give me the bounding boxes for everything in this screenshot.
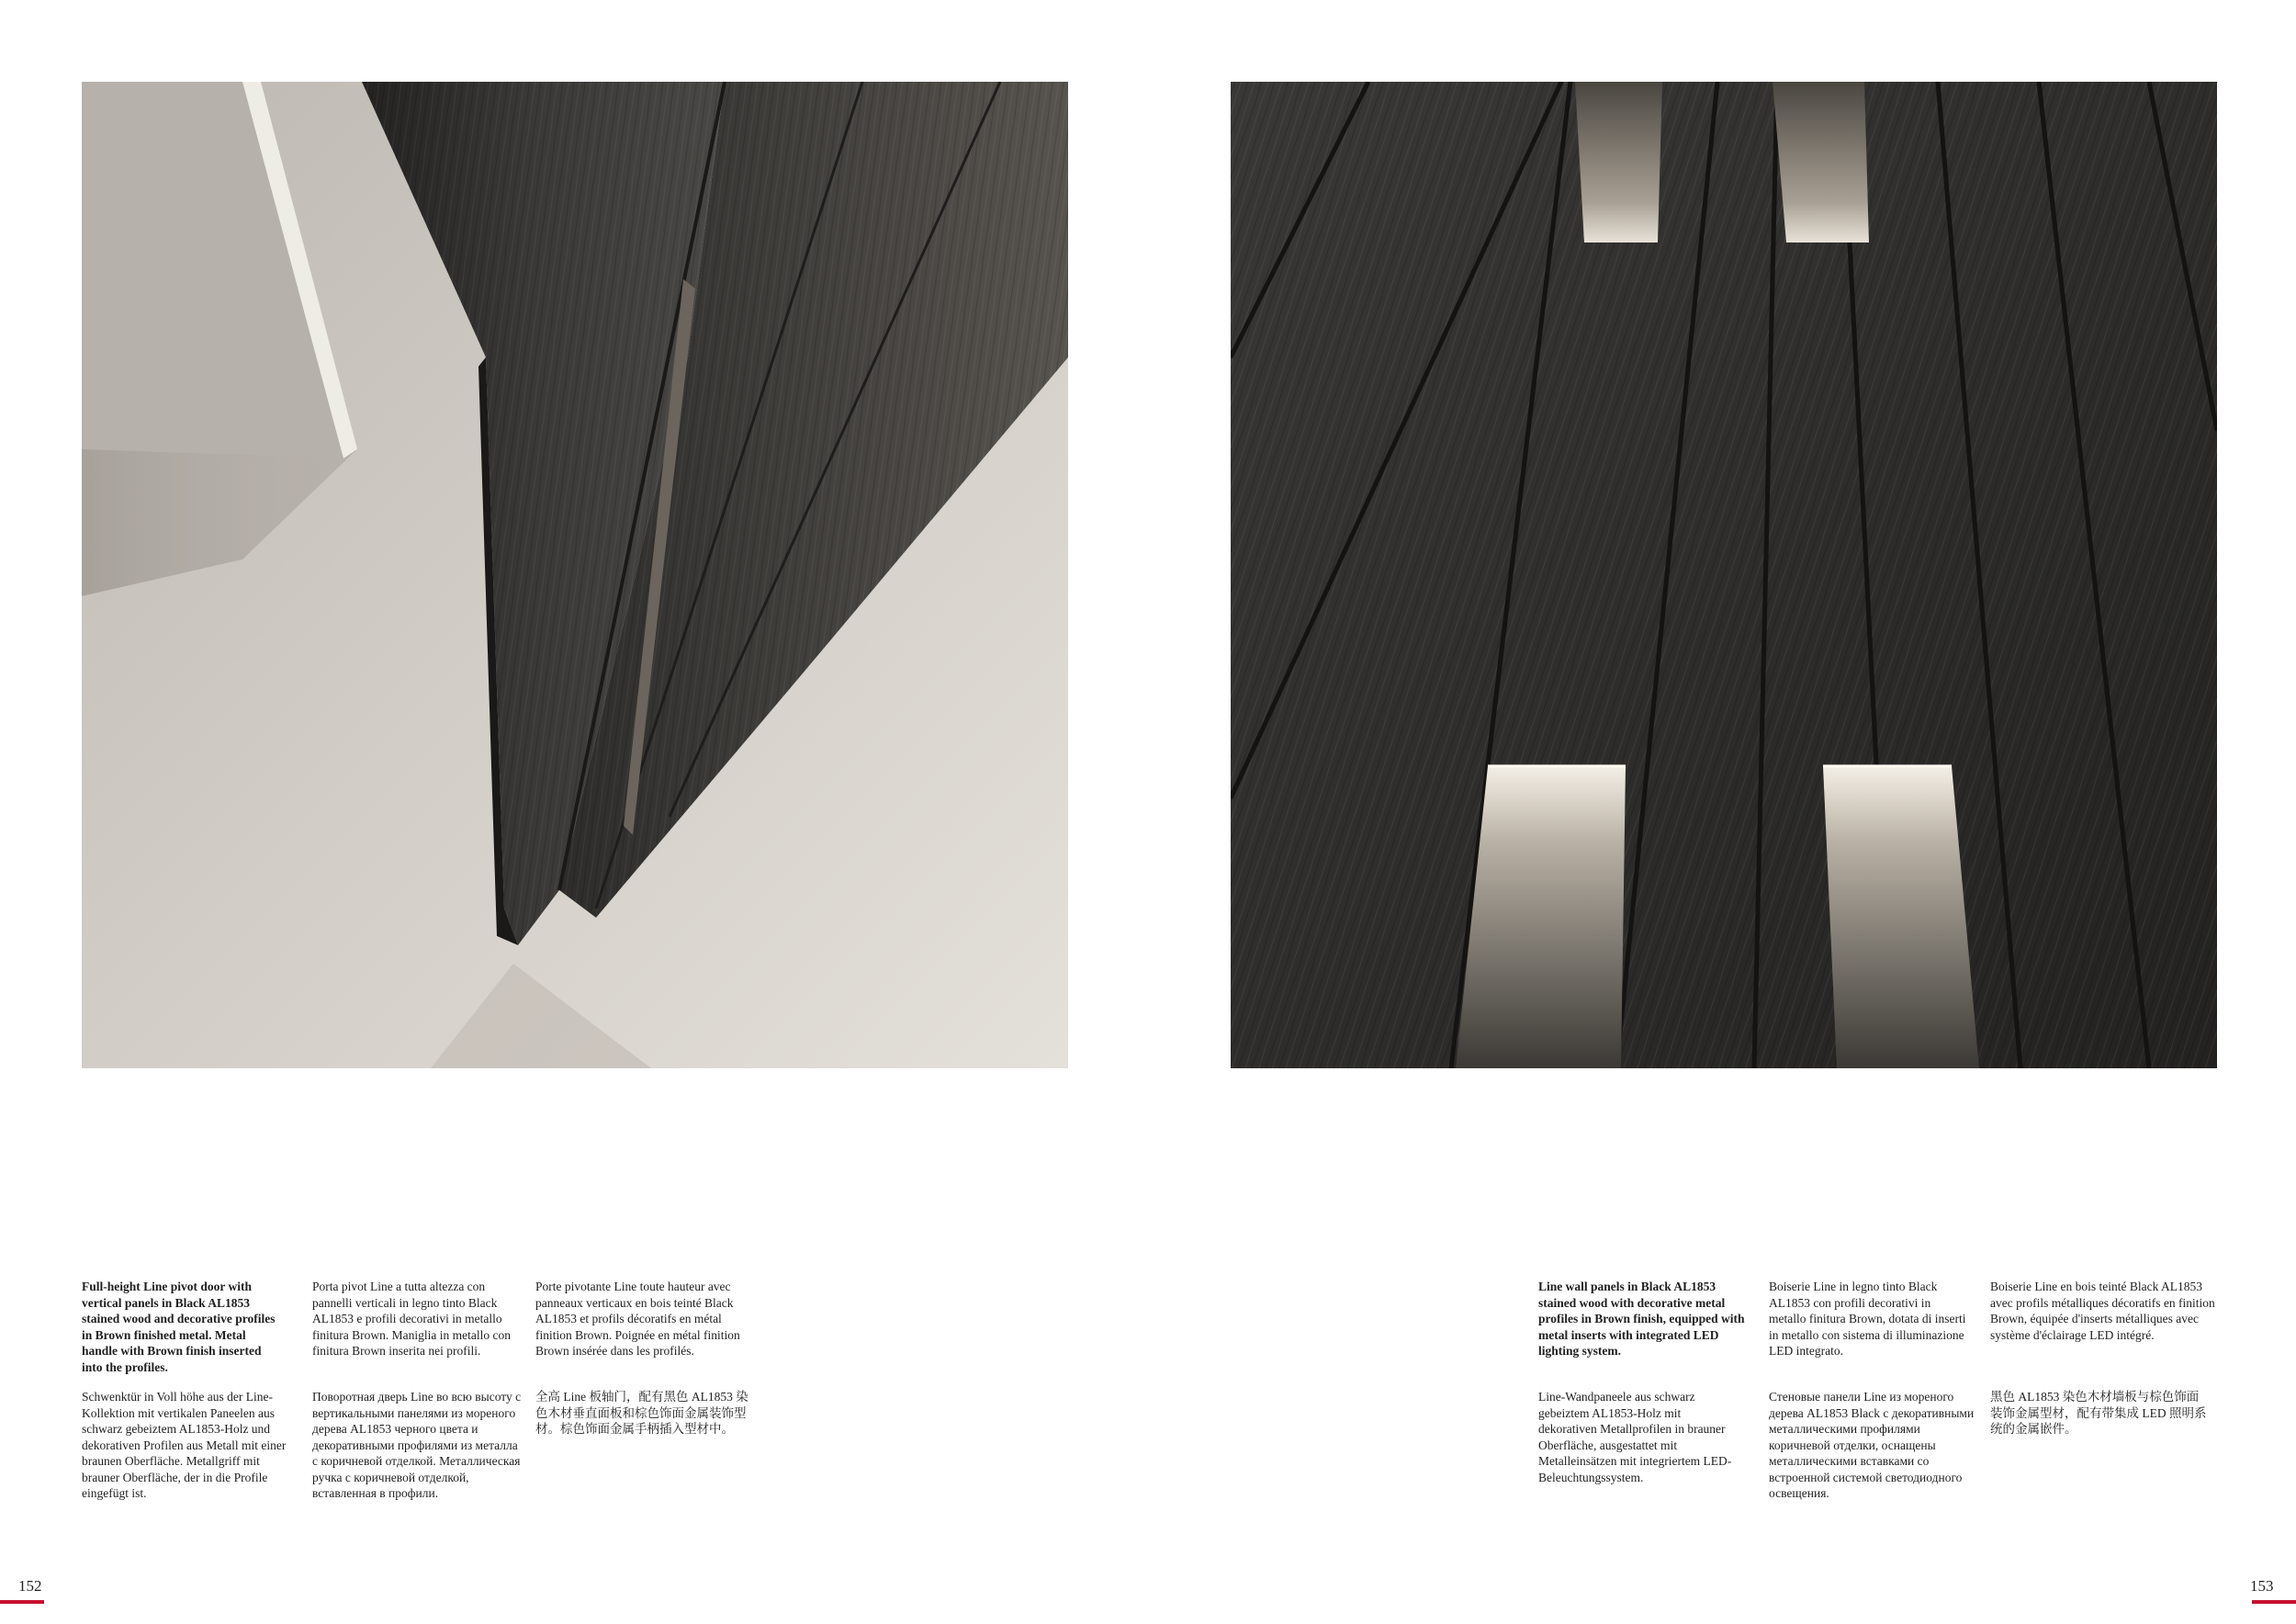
page-number-left: 152 [18, 1577, 42, 1595]
caption-right-zh: 黑色 AL1853 染色木材墙板与棕色饰面装饰金属型材，配有带集成 LED 照明系统的金属嵌件。 [1990, 1390, 2207, 1436]
photo-pivot-door [82, 82, 1068, 1068]
caption-left-it: Porta pivot Line a tutta altezza con pannelli verticali in legno tinto Black AL1853 e profili decorativi in metallo finitura Brown. Maniglia in metallo con finitura Brown inserita nei profili. [312, 1280, 511, 1358]
caption-right-it: Boiserie Line in legno tinto Black AL1853 con profili decorativi in metallo finitura Brown, dotata di inserti in metallo con sistema di illuminazione LED integrato. [1769, 1280, 1966, 1358]
pivot-door-illustration [82, 82, 1068, 1068]
caption-right-fr: Boiserie Line en bois teinté Black AL1853 avec profils métalliques décoratifs en finition Brown, équipée d'inserts métalliques avec système d'éclairage LED intégré. [1990, 1280, 2215, 1342]
caption-left-fr: Porte pivotante Line toute hauteur avec panneaux verticaux en bois teinté Black AL1853 et profils décoratifs en métal finition Brown. Poignée en métal finition Brown insérée dans les profilés. [535, 1280, 740, 1358]
wall-panels-illustration [1231, 82, 2217, 1068]
caption-left-en: Full-height Line pivot door with vertical panels in Black AL1853 stained wood and decorative profiles in Brown finished metal. Metal handle with Brown finish inserted into the profiles. [82, 1280, 276, 1374]
page-number-right: 153 [2250, 1577, 2274, 1595]
photo-wall-panels-led [1231, 82, 2217, 1068]
page-rule-left [0, 1600, 44, 1604]
caption-right-ru: Стеновые панели Line из мореного дерева AL1853 Black с декоративными металлическими профилями коричневой отделки, оснащены металлическими вставками со встроенной системой светодиодного освещения. [1769, 1390, 1975, 1500]
caption-left-ru: Поворотная дверь Line во всю высоту с вертикальными панелями из мореного дерева AL1853 черного цвета и декоративными профилями из металла с коричневой отделкой. Металлическая ручка с коричневой отделкой, вставленная в профили. [312, 1390, 522, 1500]
caption-right-en: Line wall panels in Black AL1853 stained wood with decorative metal profiles in Brown finish, equipped with metal inserts with integrated LED lighting system. [1538, 1280, 1745, 1358]
page-rule-right [2252, 1600, 2296, 1604]
caption-right-de: Line-Wandpaneele aus schwarz gebeiztem AL1853-Holz mit dekorativen Metallprofilen in brauner Oberfläche, ausgestattet mit Metalleinsätzen mit integriertem LED-Beleuchtungssystem. [1538, 1390, 1732, 1484]
caption-left-de: Schwenktür in Voll höhe aus der Line-Kollektion mit vertikalen Paneelen aus schwarz gebeiztem AL1853-Holz und dekorativen Profilen aus Metall mit einer braunen Oberfläche. Metallgriff mit brauner Oberfläche, der in die Profile eingefügt ist. [82, 1390, 287, 1500]
caption-left-zh: 全高 Line 板轴门，配有黑色 AL1853 染色木材垂直面板和棕色饰面金属装饰型材。棕色饰面金属手柄插入型材中。 [535, 1390, 748, 1436]
